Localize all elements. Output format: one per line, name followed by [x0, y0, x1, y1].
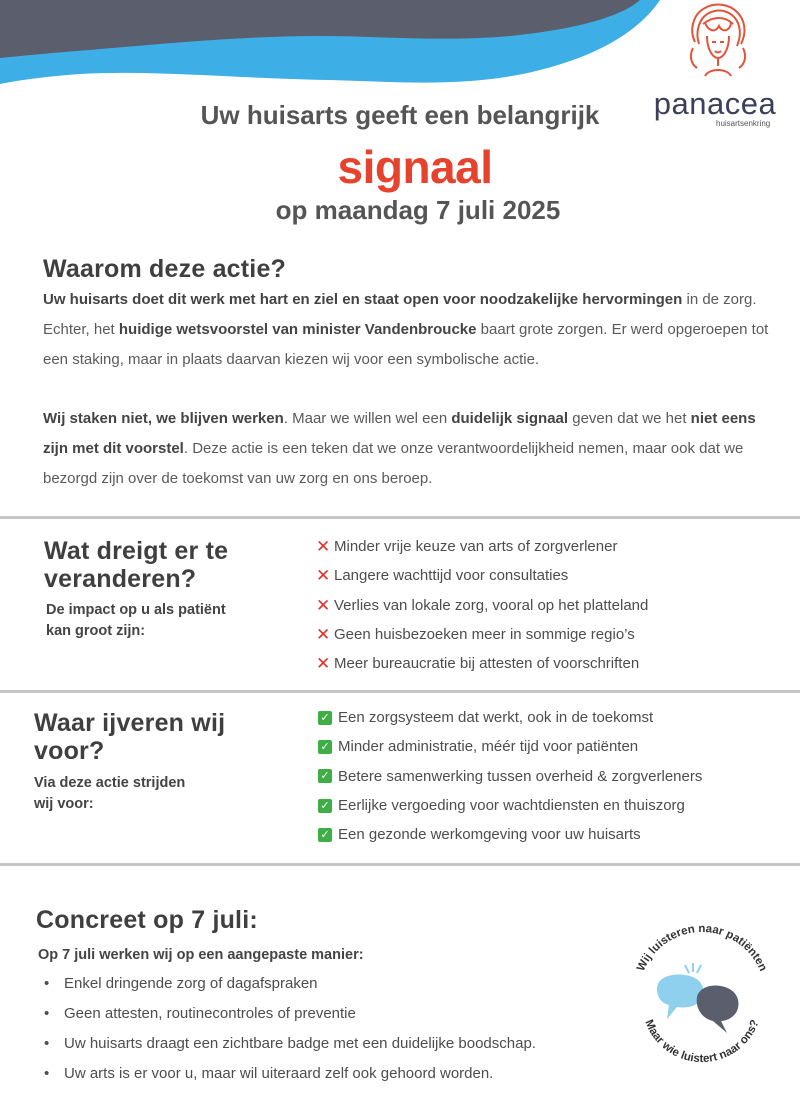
- list-item: [316, 649, 648, 678]
- list-item: [316, 532, 648, 561]
- checkmark-icon: ✓: [318, 769, 332, 783]
- list-item: [318, 732, 702, 761]
- title-date: op maandag 7 juli 2025: [275, 195, 561, 225]
- goal-text: Een gezonde werkomgeving voor uw huisarts: [338, 826, 641, 844]
- threats-subtitle-line-2: kan groot zijn:: [46, 623, 146, 639]
- cross-icon: ✕: [316, 537, 331, 556]
- threats-subtitle: [46, 600, 226, 642]
- threat-text: Verlies van lokale zorg, vooral op het platteland: [334, 596, 649, 614]
- threat-text: Minder vrije keuze van arts of zorgverlener: [334, 538, 618, 555]
- cross-icon: ✕: [316, 566, 331, 586]
- logo-subtitle: huisartsenkring: [716, 119, 771, 128]
- why-p1-bold-2: huidige wetsvoorstel van minister Vandenbroucke: [118, 321, 477, 338]
- list-item: • Geen attesten, routinecontroles of preventie: [44, 999, 536, 1029]
- list-item: • Enkel dringende zorg of dagafspraken: [44, 969, 536, 999]
- why-p2-bold-1: Wij staken niet, we blijven werken: [43, 410, 284, 427]
- why-paragraph-1: [43, 285, 778, 375]
- threats-heading-line-1: Wat dreigt er te: [44, 537, 229, 565]
- checkmark-icon: ✓: [318, 711, 332, 725]
- list-item: [318, 703, 702, 732]
- why-p1-text-2: baart grote zorgen. Er werd opgeroepen tot een staking, maar in plaats daarvan kiezen wij voor een symbolische actie.: [43, 321, 769, 368]
- logo-name: panacea: [653, 86, 777, 121]
- checkmark-icon: ✓: [318, 799, 332, 813]
- divider: [0, 863, 800, 866]
- title-highlight: signaal: [337, 141, 493, 193]
- concrete-heading: Concreet op 7 juli:: [36, 906, 258, 934]
- goals-list: [318, 703, 702, 849]
- threats-list: [316, 532, 648, 678]
- divider: [0, 690, 800, 693]
- list-item: [318, 762, 702, 791]
- list-item: [316, 561, 648, 590]
- goals-subtitle-line-2: wij voor:: [34, 796, 94, 812]
- badge-bottom-text: Maar wie luistert naar ons?: [642, 1018, 762, 1066]
- goals-subtitle: [34, 773, 185, 815]
- listening-badge: [627, 917, 777, 1087]
- speech-bubbles-icon: [657, 963, 739, 1033]
- goals-heading: [34, 709, 225, 765]
- badge-top-text: Wij luisteren naar patiënten: [635, 922, 769, 974]
- threat-text: Langere wachttijd voor consultaties: [334, 567, 569, 585]
- list-item: [316, 591, 648, 620]
- threats-heading: [44, 537, 228, 593]
- cross-icon: ✕: [316, 595, 331, 615]
- concrete-list: [44, 969, 536, 1089]
- goals-heading-line-2: voor?: [34, 737, 105, 765]
- why-p2-text-1: . Maar we willen wel een: [283, 410, 452, 427]
- goal-text: Minder administratie, méér tijd voor patiënten: [338, 738, 639, 756]
- checkmark-icon: ✓: [318, 740, 332, 754]
- why-p1-bold-1: Uw huisarts doet dit werk met hart en ziel en staat open voor noodzakelijke hervormingen: [43, 291, 683, 308]
- list-item: [316, 620, 648, 649]
- goal-text: Een zorgsysteem dat werkt, ook in de toekomst: [338, 709, 654, 726]
- why-p2-bold-3: niet eens zijn met dit voorstel: [43, 410, 756, 457]
- why-p2-text-2: geven dat we het: [568, 410, 691, 427]
- concrete-intro: Op 7 juli werken wij op een aangepaste manier:: [38, 947, 364, 963]
- svg-text:Wij luisteren naar patiënten: [635, 923, 769, 973]
- svg-text:Maar wie luistert naar ons?: [642, 1018, 761, 1065]
- why-paragraph-2: [43, 404, 778, 494]
- checkmark-icon: ✓: [318, 828, 332, 842]
- threat-text: Meer bureaucratie bij attesten of voorschriften: [334, 655, 640, 673]
- list-item: [318, 820, 702, 849]
- page-title: Uw huisarts geeft een belangrijk: [200, 100, 600, 130]
- divider: [0, 516, 800, 519]
- threats-heading-line-2: veranderen?: [44, 565, 197, 593]
- threats-subtitle-line-1: De impact op u als patiënt: [46, 602, 226, 618]
- why-p2-bold-2: duidelijk signaal: [451, 410, 569, 427]
- list-item: • Uw arts is er voor u, maar wil uiteraard zelf ook gehoord worden.: [44, 1059, 536, 1089]
- why-p2-text-3: . Deze actie is een teken dat we onze verantwoordelijkheid nemen, maar ook dat we bezorgd zijn over de toekomst van uw zorg en ons beroep.: [43, 440, 744, 487]
- goal-text: Betere samenwerking tussen overheid & zorgverleners: [338, 767, 703, 785]
- threat-text: Geen huisbezoeken meer in sommige regio’s: [334, 625, 635, 643]
- woman-face-icon: [683, 2, 753, 80]
- why-heading: Waarom deze actie?: [43, 255, 287, 283]
- goals-heading-line-1: Waar ijveren wij: [34, 709, 226, 737]
- goals-subtitle-line-1: Via deze actie strijden: [34, 775, 186, 791]
- list-item: • Uw huisarts draagt een zichtbare badge met een duidelijke boodschap.: [44, 1029, 536, 1059]
- goal-text: Eerlijke vergoeding voor wachtdiensten en thuiszorg: [338, 796, 685, 814]
- why-p1-text-1: in de zorg. Echter, het: [43, 291, 757, 338]
- cross-icon: ✕: [316, 624, 331, 644]
- cross-icon: ✕: [316, 654, 331, 674]
- list-item: [318, 791, 702, 820]
